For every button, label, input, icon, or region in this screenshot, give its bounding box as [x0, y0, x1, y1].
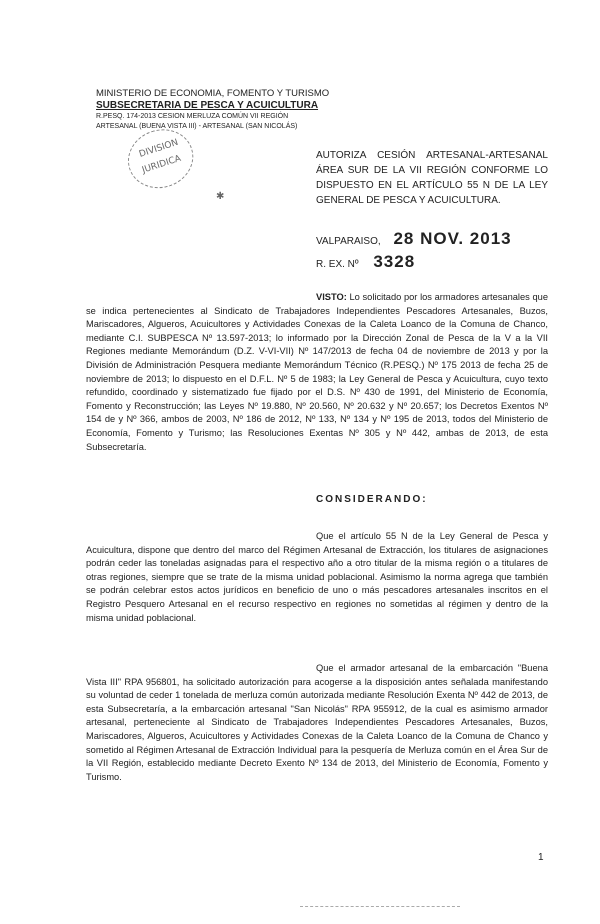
ministry-name: MINISTERIO DE ECONOMIA, FOMENTO Y TURISMO [96, 88, 330, 99]
stamp-word-1: DIVISION [137, 137, 180, 160]
reference-line-1: R.PESQ. 174-2013 CESION MERLUZA COMÚN VII REGIÓN [96, 113, 289, 120]
stamp-word-2: JURIDICA [140, 153, 183, 176]
visto-text: Lo solicitado por los armadores artesanales que se indica pertenecientes al Sindicato de Trabajadores Independientes Pescadores Artesanales, Buzos, Mariscadores, Algueros, Acuicultores y Actividades Conexas de la Caleta Loanco de la Comuna de Chanco, mediante C.I. SUBPESCA Nº 13.597-2013; lo informado por la Dirección Zonal de Pesca de la V a la VII Regiones mediante Memorándum (D.Z. V-VI-VII) Nº 147/2013 de fecha 04 de noviembre de 2013 y por la División de Administración Pesquera mediante Memorándum Técnico (R.PESQ.) Nº 175 2013 de fecha 25 de noviembre de 2013; lo dispuesto en el D.F.L. Nº 5 de 1983; la Ley General de Pesca y Acuicultura, cuyo texto refundido, coordinado y sistematizado fue fijado por el D.S. Nº 430 de 1991, del Ministerio de Economía, Fomento y Reconstrucción; las Leyes Nº 19.880, Nº 20.560, Nº 20.632 y Nº 20.657; los Decretos Exentos Nº 154 de y Nº 366, ambos de 2003, Nº 186 de 2012, Nº 133, Nº 134 y Nº 195 de 2013, todos del Ministerio de Economía, Fomento y Turismo; las Resoluciones Exentas Nº 305 y Nº 442, ambas de 2013, de esta Subsecretaría. [86, 292, 548, 452]
reference-line-2: ARTESANAL (BUENA VISTA III) - ARTESANAL (SAN NICOLÁS) [96, 123, 298, 130]
considerando-paragraph-1: Que el artículo 55 N de la Ley General de Pesca y Acuicultura, dispone que dentro del marco del Régimen Artesanal de Extracción, los titulares de asignaciones podrán ceder las toneladas asignadas para el respectivo año a otro titular de la misma región o a titulares de otras regiones, siempre que se trate de la misma unidad poblacional. Asimismo la norma agrega que también se podrán celebrar estos actos jurídicos en beneficio de uno o más pescadores artesanales inscritos en el Registro Pesquero Artesanal en el recurso respectivo en regiones no sometidas al régimen y dentro de la misma unidad poblacional. [86, 531, 548, 623]
resolution-number: 3328 [373, 252, 416, 271]
date-line [316, 229, 512, 249]
resolution-title: AUTORIZA CESIÓN ARTESANAL-ARTESANAL ÁREA SUR DE LA VII REGIÓN CONFORME LO DISPUESTO EN EL ARTÍCULO 55 N DE LA LEY GENERAL DE PESCA Y ACUICULTURA. [316, 150, 548, 206]
visto-paragraph [86, 291, 548, 454]
footer-divider [300, 906, 460, 907]
date-place: VALPARAISO, [316, 236, 381, 247]
resolution-number-line [316, 252, 415, 272]
letterhead [96, 88, 330, 132]
date-value: 28 NOV. 2013 [393, 229, 512, 248]
considerando-paragraph-2: Que el armador artesanal de la embarcación "Buena Vista III" RPA 956801, ha solicitado autorización para acogerse a la disposición antes señalada manifestando su voluntad de ceder 1 tonelada de merluza común autorizada mediante Resolución Exenta Nº 442 de 2013, de esta Subsecretaría, a la embarcación artesanal "San Nicolás" RPA 955912, de la cual es asimismo armador artesanal, perteneciente al Sindicato de Trabajadores Independientes Pescadores Artesanales, Buzos, Mariscadores, Algueros, Acuicultores y Actividades Conexas de la Caleta Loanco de la Comuna de Chanco y sometido al Régimen Artesanal de Extracción Individual para la pesquería de Merluza común en el Área Sur de la VII Región, establecido mediante Decreto Exento Nº 134 de 2013, del Ministerio de Economía, Fomento y Turismo. [86, 663, 548, 782]
subsecretaria-name: SUBSECRETARIA DE PESCA Y ACUICULTURA [96, 100, 319, 111]
resolution-number-label: R. EX. Nº [316, 259, 359, 270]
visto-label: VISTO: [316, 292, 347, 302]
page-number: 1 [538, 852, 544, 863]
considerando-heading: CONSIDERANDO: [316, 494, 428, 505]
signature-mark-icon: ✱ [216, 191, 225, 202]
